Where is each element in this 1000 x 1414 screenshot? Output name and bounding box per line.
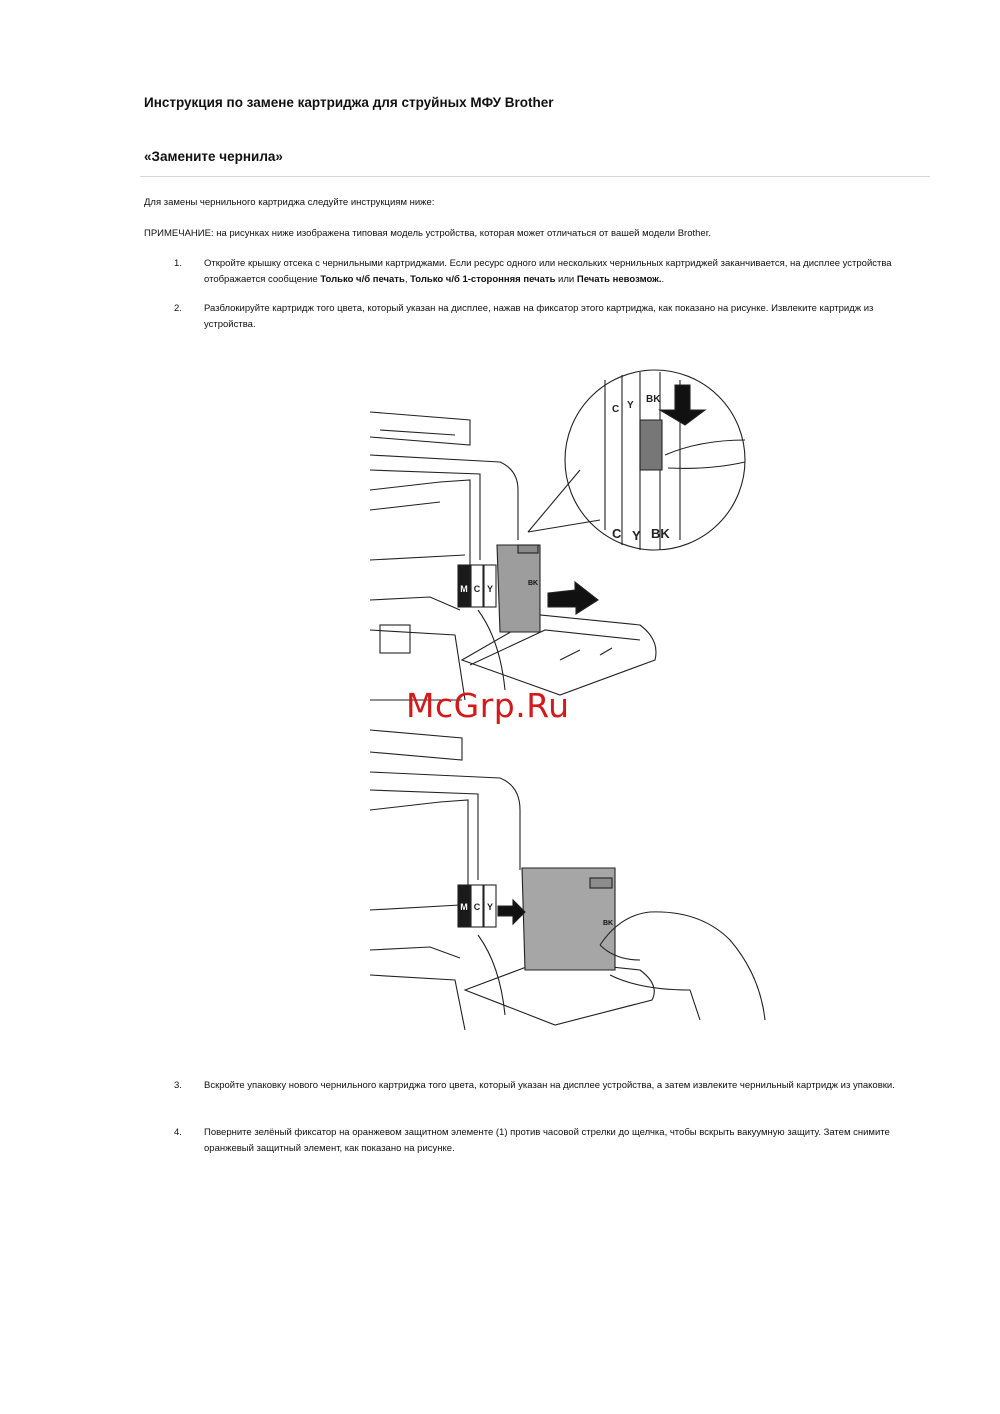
step-text: Откройте крышку отсека с чернильными картриджами. Если ресурс одного или нескольких чернильных картриджей заканчивается, на дисплее устройства отображается сообщение Только ч/б печать, Только ч/б 1-сторонняя печать или Печать невозмож.. xyxy=(204,258,892,285)
arrow-left-icon xyxy=(498,900,525,924)
step-number: 3. xyxy=(174,1080,182,1091)
svg-text:C: C xyxy=(612,404,620,415)
step-text: Вскройте упаковку нового чернильного картриджа того цвета, который указан на дисплее устройства, а затем извлеките чернильный картридж из упаковки. xyxy=(204,1080,895,1091)
step-text: Разблокируйте картридж того цвета, который указан на дисплее, нажав на фиксатор этого картриджа, как показано на рисунке. Извлеките картридж из устройства. xyxy=(204,303,874,330)
slot-label: C xyxy=(473,584,481,594)
cartridge-label: BK xyxy=(527,580,539,587)
arrow-right-icon xyxy=(548,582,598,614)
intro-text: Для замены чернильного картриджа следуйте инструкциям ниже: xyxy=(144,197,435,208)
step-number: 2. xyxy=(174,303,182,314)
step-number: 4. xyxy=(174,1127,182,1138)
svg-text:C: C xyxy=(473,902,481,912)
section-title: «Замените чернила» xyxy=(144,149,283,164)
hand xyxy=(600,912,765,1020)
printer-top-figure xyxy=(370,370,745,700)
svg-text:BK: BK xyxy=(646,394,661,405)
svg-text:Y: Y xyxy=(486,902,494,912)
printer-bottom-figure xyxy=(370,730,765,1030)
zoom-detail xyxy=(528,370,745,550)
removed-cartridge xyxy=(497,545,540,632)
watermark: McGrp.Ru xyxy=(406,686,570,725)
svg-text:BK: BK xyxy=(651,526,670,541)
svg-text:BK: BK xyxy=(602,920,614,927)
svg-text:Y: Y xyxy=(632,528,641,543)
step-text: Поверните зелёный фиксатор на оранжевом защитном элементе (1) против часовой стрелки до щелчка, чтобы вскрыть вакуумную защиту. Затем снимите оранжевый защитный элемент, как показано на рисунке. xyxy=(204,1127,890,1154)
svg-text:M: M xyxy=(460,902,468,912)
slot-label: Y xyxy=(486,584,494,594)
slot-label: M xyxy=(460,584,468,594)
svg-text:Y: Y xyxy=(627,400,634,411)
svg-text:C: C xyxy=(612,526,622,541)
document-title: Инструкция по замене картриджа для струйных МФУ Brother xyxy=(144,95,554,110)
note-text: ПРИМЕЧАНИЕ: на рисунках ниже изображена типовая модель устройства, которая может отличаться от вашей модели Brother. xyxy=(144,228,711,239)
section-divider xyxy=(140,176,930,177)
step-number: 1. xyxy=(174,258,182,269)
